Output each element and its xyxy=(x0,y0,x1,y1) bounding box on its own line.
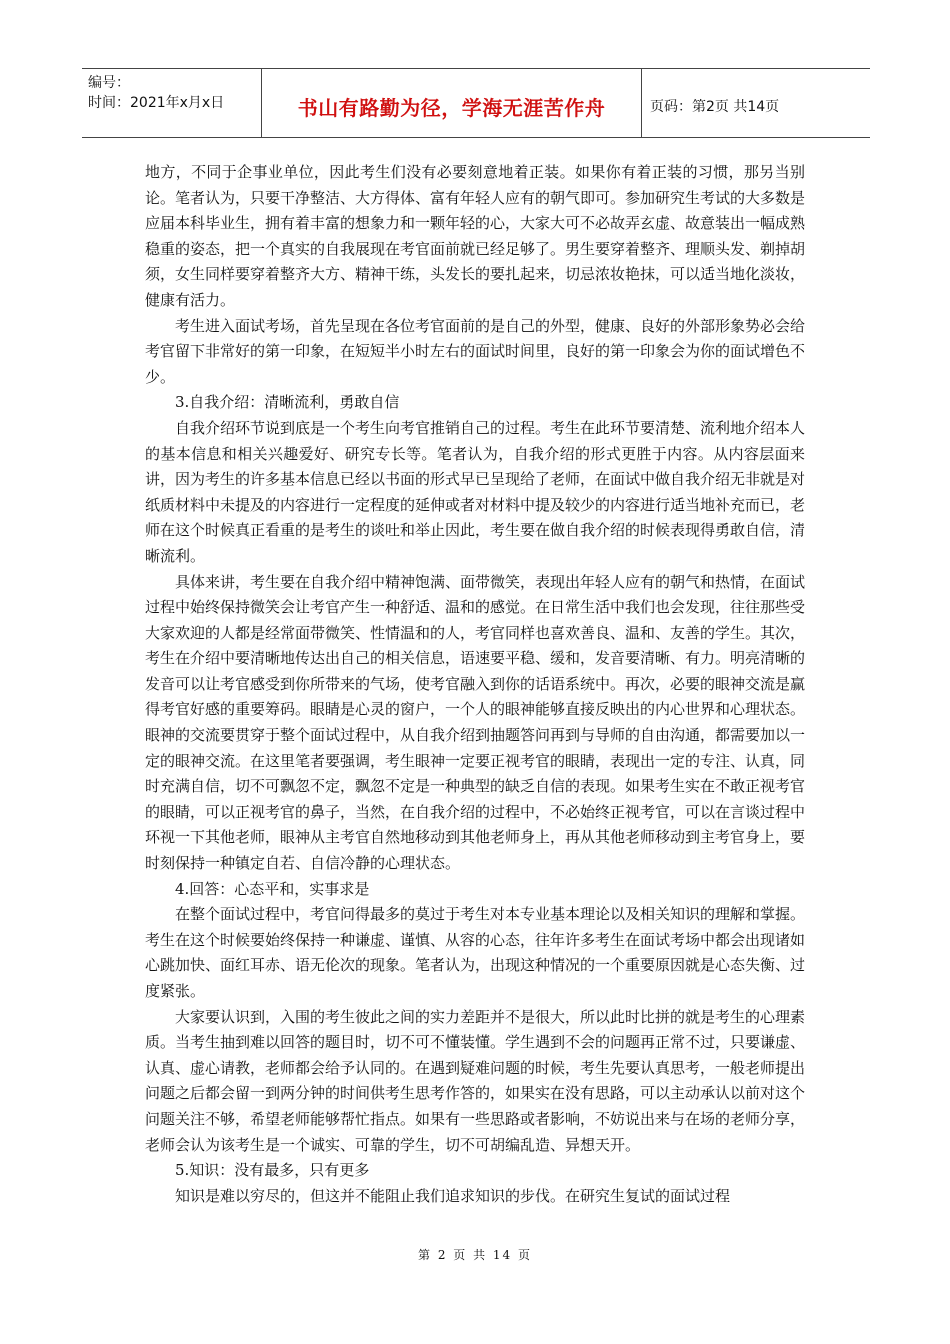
body-paragraph-1: 地方，不同于企事业单位，因此考生们没有必要刻意地着正装。如果你有着正装的习惯，那另当别论。笔者认为，只要干净整洁、大方得体、富有年轻人应有的朝气即可。参加研究生考试的大多数是应届本科毕业生，拥有着丰富的想象力和一颗年轻的心，大家大可不必故弄玄虚、故意装出一幅成熟稳重的姿态，把一个真实的自我展现在考官面前就已经足够了。男生要穿着整齐、理顺头发、剃掉胡须，女生同样要穿着整齐大方、精神干练，头发长的要扎起来，切忌浓妆艳抹，可以适当地化淡妆，健康有活力。 xyxy=(145,163,806,309)
section-heading-4: 4.回答：心态平和，实事求是 xyxy=(175,879,370,898)
document-body xyxy=(145,160,805,1209)
body-paragraph-2: 考生进入面试考场，首先呈现在各位考官面前的是自己的外型，健康、良好的外部形象势必会给考官留下非常好的第一印象，在短短半小时左右的面试时间里，良好的第一印象会为你的面试增色不少。 xyxy=(145,316,806,386)
body-paragraph-7: 知识是难以穷尽的，但这并不能阻止我们追求知识的步伐。在研究生复试的面试过程 xyxy=(175,1186,731,1205)
page-header xyxy=(82,68,870,138)
header-page-number: 页码：第2页 共14页 xyxy=(650,99,780,115)
header-motto: 书山有路勤为径，学海无涯苦作舟 xyxy=(262,69,642,137)
body-paragraph-4: 具体来讲，考生要在自我介绍中精神饱满、面带微笑，表现出年轻人应有的朝气和热情，在面试过程中始终保持微笑会让考官产生一种舒适、温和的感觉。在日常生活中我们也会发现，往往那些受大家欢迎的人都是经常面带微笑、性情温和的人，考官同样也喜欢善良、温和、友善的学生。其次，考生在介绍中要清晰地传达出自己的相关信息，语速要平稳、缓和，发音要清晰、有力。明亮清晰的发音可以让考官感受到你所带来的气场，使考官融入到你的话语系统中。再次，必要的眼神交流是赢得考官好感的重要筹码。眼睛是心灵的窗户，一个人的眼神能够直接反映出的内心世界和心理状态。眼神的交流要贯穿于整个面试过程中，从自我介绍到抽题答问再到与导师的自由沟通，都需要加以一定的眼神交流。在这里笔者要强调，考生眼神一定要正视考官的眼睛，表现出一定的专注、认真，同时充满自信，切不可飘忽不定，飘忽不定是一种典型的缺乏自信的表现。如果考生实在不敢正视考官的眼睛，可以正视考官的鼻子，当然，在自我介绍的过程中，不必始终正视考官，可以在言谈过程中环视一下其他老师，眼神从主考官自然地移动到其他老师身上，再从其他老师移动到主考官身上，要时刻保持一种镇定自若、自信冷静的心理状态。 xyxy=(145,572,806,873)
section-heading-3: 3.自我介绍：清晰流利，勇敢自信 xyxy=(175,393,400,412)
header-meta xyxy=(82,69,262,137)
document-time-label: 时间：2021年x月x日 xyxy=(88,95,225,111)
body-paragraph-6: 大家要认识到，入围的考生彼此之间的实力差距并不是很大，所以此时比拼的就是考生的心理素质。当考生抽到难以回答的题目时，切不可不懂装懂。学生遇到不会的问题再正常不过，只要谦虚、认真、虚心请教，老师都会给予认同的。在遇到疑难问题的时候，考生先要认真思考，一般老师提出问题之后都会留一到两分钟的时间供考生思考作答的，如果实在没有思路，可以主动承认以前对这个问题关注不够，希望老师能够帮忙指点。如果有一些思路或者影响，不妨说出来与在场的老师分享，老师会认为该考生是一个诚实、可靠的学生，切不可胡编乱造、异想天开。 xyxy=(145,1007,806,1154)
body-paragraph-3: 自我介绍环节说到底是一个考生向考官推销自己的过程。考生在此环节要清楚、流利地介绍本人的基本信息和相关兴趣爱好、研究专长等。笔者认为，自我介绍的形式更胜于内容。从内容层面来讲，因为考生的许多基本信息已经以书面的形式早已呈现给了老师，在面试中做自我介绍无非就是对纸质材料中未提及的内容进行一定程度的延伸或者对材料中提及较少的内容进行适当地补充而已，老师在这个时候真正看重的是考生的谈吐和举止因此，考生要在做自我介绍的时候表现得勇敢自信，清晰流利。 xyxy=(145,418,806,565)
section-heading-5: 5.知识：没有最多，只有更多 xyxy=(175,1161,370,1180)
page-footer: 第 2 页 共 14 页 xyxy=(418,1248,532,1262)
document-number-label: 编号： xyxy=(88,75,130,91)
body-paragraph-5: 在整个面试过程中，考官问得最多的莫过于考生对本专业基本理论以及相关知识的理解和掌握。考生在这个时候要始终保持一种谦虚、谨慎、从容的心态，往年许多考生在面试考场中都会出现诸如心跳加快、面红耳赤、语无伦次的现象。笔者认为，出现这种情况的一个重要原因就是心态失衡、过度紧张。 xyxy=(145,905,806,1000)
